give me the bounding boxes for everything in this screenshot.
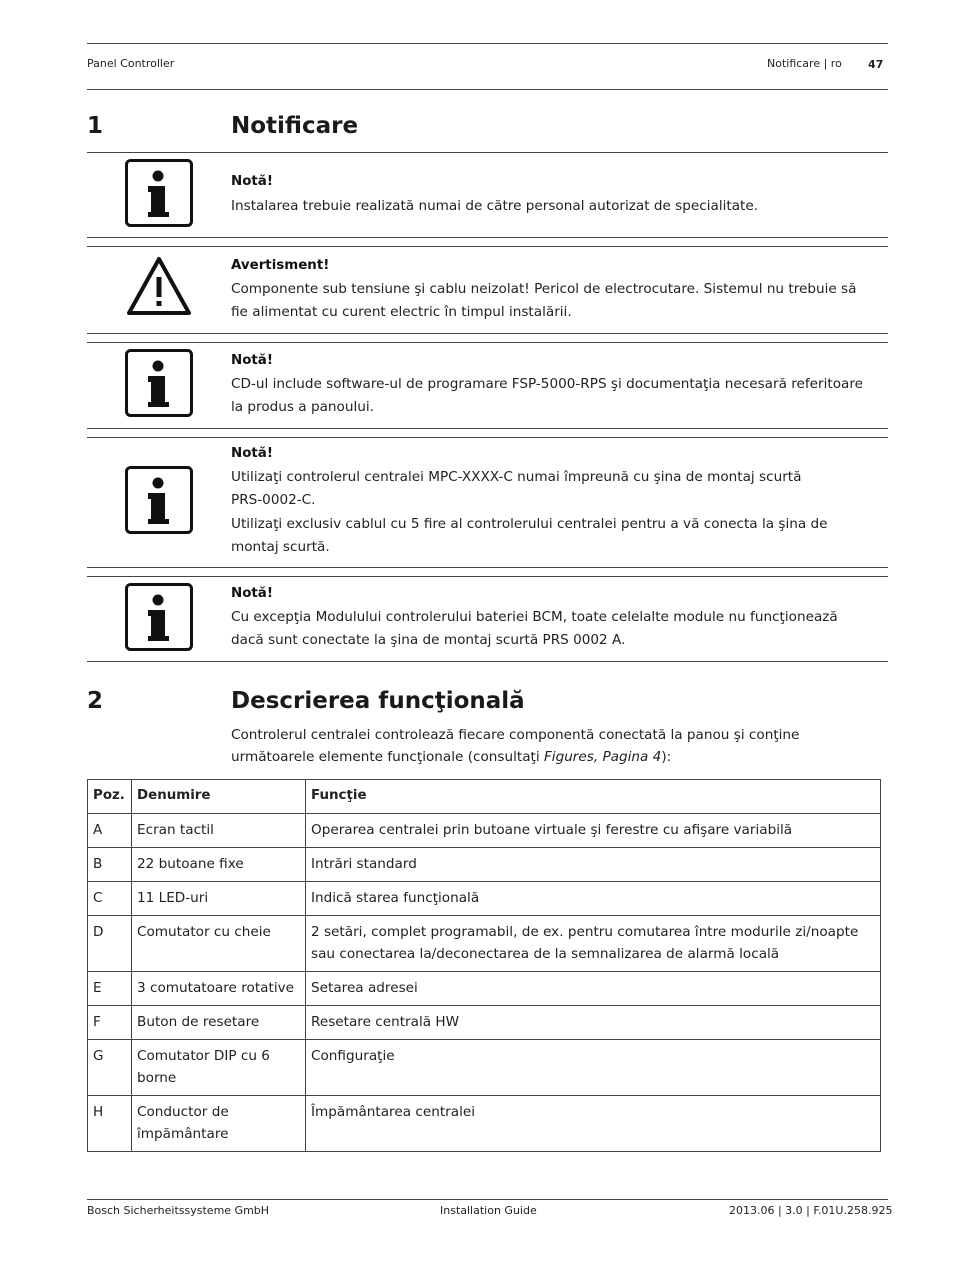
cell-pos: E — [88, 972, 132, 1006]
notice-label: Avertisment! — [231, 258, 330, 273]
notice-text: la produs a panoului. — [231, 399, 374, 415]
cell-name: 11 LED-uri — [132, 882, 306, 916]
cell-function: Setarea adresei — [306, 972, 881, 1006]
cell-name: Ecran tactil — [132, 814, 306, 848]
cell-name: 22 butoane fixe — [132, 848, 306, 882]
cell-function: Intrări standard — [306, 848, 881, 882]
notice-label: Notă! — [231, 586, 273, 601]
notice-divider — [87, 661, 888, 662]
section2-number: 2 — [87, 688, 104, 714]
notice-label: Notă! — [231, 353, 273, 368]
notice-divider — [87, 237, 888, 238]
notice-divider — [87, 428, 888, 429]
header-page-number: 47 — [868, 58, 884, 71]
intro-text: următoarele elemente funcţionale (consultaţi — [231, 749, 544, 765]
table-header-row — [88, 780, 881, 814]
column-header-name: Denumire — [132, 780, 306, 814]
table-row — [88, 848, 881, 882]
section2-title: Descrierea funcţională — [231, 688, 525, 714]
notice-divider — [87, 333, 888, 334]
cell-pos: G — [88, 1040, 132, 1096]
warning-icon — [125, 255, 193, 323]
column-header-function: Funcţie — [306, 780, 881, 814]
cell-pos: B — [88, 848, 132, 882]
section2-intro: Controlerul centralei controlează fiecare componentă conectată la panou şi conţine — [231, 727, 800, 743]
notice-text: Cu excepţia Modulului controlerului bateriei BCM, toate celelalte module nu funcţionează — [231, 609, 838, 625]
column-header-pos: Poz. — [88, 780, 132, 814]
cell-name: 3 comutatoare rotative — [132, 972, 306, 1006]
cell-name: Comutator cu cheie — [132, 916, 306, 972]
table-row — [88, 916, 881, 972]
info-icon — [125, 349, 193, 417]
table-row — [88, 814, 881, 848]
footer-rule — [87, 1199, 888, 1200]
notice-text: CD-ul include software-ul de programare FSP-5000-RPS şi documentaţia necesară referitoare — [231, 376, 864, 392]
notice-divider — [87, 437, 888, 438]
cell-pos: D — [88, 916, 132, 972]
cell-function: Resetare centrală HW — [306, 1006, 881, 1040]
table-row — [88, 1006, 881, 1040]
functional-elements-table — [87, 779, 881, 1152]
notice-text: montaj scurtă. — [231, 539, 330, 555]
table-row — [88, 882, 881, 916]
notice-text: Utilizaţi exclusiv cablul cu 5 fire al controlerului centralei pentru a vă conecta la şina de — [231, 516, 828, 532]
notice-label: Notă! — [231, 174, 273, 189]
footer-version: 2013.06 | 3.0 | F.01U.258.925 — [729, 1204, 893, 1217]
cell-function: Configuraţie — [306, 1040, 881, 1096]
cell-function: 2 setări, complet programabil, de ex. pentru comutarea între modurile zi/noapte sau conectarea la/deconectarea de la semnalizarea de alarmă locală — [306, 916, 881, 972]
header-product: Panel Controller — [87, 57, 175, 70]
cell-pos: H — [88, 1096, 132, 1152]
info-icon — [125, 466, 193, 534]
footer-document-type: Installation Guide — [440, 1204, 537, 1217]
cell-name: Conductor de împământare — [132, 1096, 306, 1152]
notice-text: PRS-0002-C. — [231, 492, 316, 508]
notice-label: Notă! — [231, 446, 273, 461]
footer-company: Bosch Sicherheitssysteme GmbH — [87, 1204, 270, 1217]
section2-intro — [231, 746, 671, 769]
section1-rule — [87, 152, 888, 153]
cell-pos: A — [88, 814, 132, 848]
notice-divider — [87, 246, 888, 247]
section1-number: 1 — [87, 113, 104, 139]
header-section: Notificare | ro — [767, 57, 842, 70]
info-icon — [125, 159, 193, 227]
table-row — [88, 1040, 881, 1096]
intro-text: ): — [661, 749, 672, 765]
notice-divider — [87, 576, 888, 577]
info-icon — [125, 583, 193, 651]
cell-pos: C — [88, 882, 132, 916]
cell-function: Indică starea funcţională — [306, 882, 881, 916]
header-bottom-rule — [87, 89, 888, 90]
notice-divider — [87, 342, 888, 343]
figure-reference-link[interactable]: Figures, Pagina 4 — [543, 749, 662, 765]
cell-function: Operarea centralei prin butoane virtuale şi ferestre cu afişare variabilă — [306, 814, 881, 848]
cell-name: Comutator DIP cu 6 borne — [132, 1040, 306, 1096]
notice-text: Componente sub tensiune şi cablu neizolat! Pericol de electrocutare. Sistemul nu trebuie să — [231, 281, 857, 297]
cell-pos: F — [88, 1006, 132, 1040]
notice-divider — [87, 567, 888, 568]
notice-text: dacă sunt conectate la şina de montaj scurtă PRS 0002 A. — [231, 632, 626, 648]
section1-title: Notificare — [231, 113, 359, 139]
table-row — [88, 972, 881, 1006]
cell-function: Împământarea centralei — [306, 1096, 881, 1152]
header-top-rule — [87, 43, 888, 44]
notice-text: Instalarea trebuie realizată numai de către personal autorizat de specialitate. — [231, 198, 759, 214]
table-row — [88, 1096, 881, 1152]
cell-name: Buton de resetare — [132, 1006, 306, 1040]
notice-text: fie alimentat cu curent electric în timpul instalării. — [231, 304, 572, 320]
notice-text: Utilizaţi controlerul centralei MPC-XXXX-C numai împreună cu şina de montaj scurtă — [231, 469, 802, 485]
